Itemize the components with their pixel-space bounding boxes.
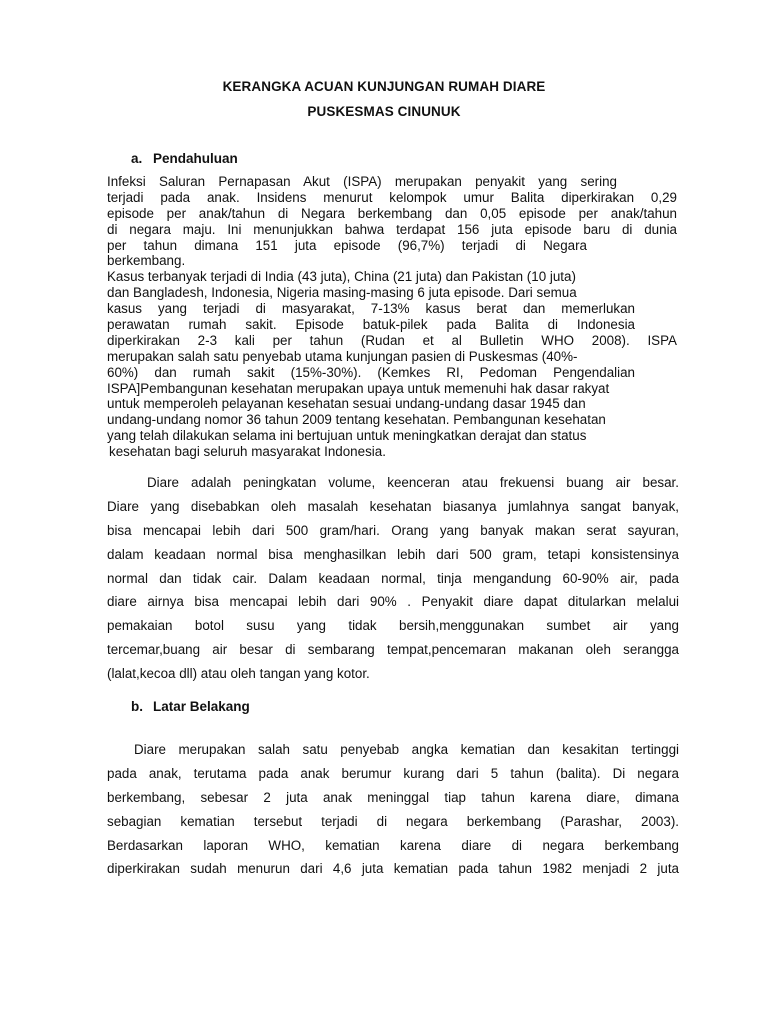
- section-b-marker: b.: [131, 699, 143, 714]
- paragraph-line: kesehatan bagi seluruh masyarakat Indonesia.: [109, 444, 386, 460]
- paragraph-line: (lalat,kecoa dll) atau oleh tangan yang kotor.: [107, 666, 370, 682]
- paragraph-line: berkembang.: [107, 253, 186, 269]
- paragraph-line: Kasus terbanyak terjadi di India (43 juta), China (21 juta) dan Pakistan (10 juta): [107, 269, 576, 285]
- section-b-heading: [131, 699, 250, 714]
- paragraph-line: diperkirakan 2-3 kali per tahun (Rudan et al Bulletin WHO 2008). ISPA: [107, 332, 677, 348]
- section-a-paragraph-1: [107, 174, 677, 460]
- paragraph-line: sebagian kematian tersebut terjadi di negara berkembang (Parashar, 2003).: [107, 813, 679, 829]
- paragraph-line: merupakan salah satu penyebab utama kunjungan pasien di Puskesmas (40%-: [107, 348, 578, 364]
- section-a-paragraph-2: [107, 471, 679, 686]
- paragraph-line: di negara maju. Ini menunjukkan bahwa terdapat 156 juta episode baru di dunia: [107, 221, 677, 237]
- paragraph-line: berkembang, sebesar 2 juta anak meninggal tiap tahun karena diare, dimana: [107, 789, 679, 805]
- paragraph-line: undang-undang nomor 36 tahun 2009 tentang kesehatan. Pembangunan kesehatan: [107, 412, 606, 428]
- paragraph-line: Diare merupakan salah satu penyebab angka kematian dan kesakitan tertinggi: [134, 742, 679, 757]
- document-title: KERANGKA ACUAN KUNJUNGAN RUMAH DIARE: [222, 79, 546, 94]
- paragraph-line: Berdasarkan laporan WHO, kematian karena diare di negara berkembang: [107, 837, 679, 853]
- document-subtitle: PUSKESMAS CINUNUK: [307, 104, 461, 119]
- paragraph-line: 60%) dan rumah sakit (15%-30%). (Kemkes RI, Pedoman Pengendalian: [107, 364, 635, 380]
- paragraph-line: kasus yang terjadi di masyarakat, 7-13% kasus berat dan memerlukan: [107, 301, 635, 317]
- paragraph-line: yang telah dilakukan selama ini bertujuan untuk meningkatkan derajat dan status: [107, 428, 587, 444]
- section-a-title: Pendahuluan: [153, 151, 238, 166]
- section-a-heading: [131, 151, 238, 166]
- paragraph-line: tercemar,buang air besar di sembarang tempat,pencemaran makanan oleh serangga: [107, 642, 679, 658]
- paragraph-line: episode per anak/tahun di Negara berkembang dan 0,05 episode per anak/tahun: [107, 205, 677, 221]
- paragraph-line: pada anak, terutama pada anak berumur kurang dari 5 tahun (balita). Di negara: [107, 765, 679, 781]
- paragraph-line: normal dan tidak cair. Dalam keadaan normal, tinja mengandung 60-90% air, pada: [107, 570, 679, 586]
- paragraph-line: Diare yang disebabkan oleh masalah kesehatan biasanya jumlahnya sangat banyak,: [107, 498, 679, 514]
- section-b-title: Latar Belakang: [153, 699, 250, 714]
- paragraph-line: ISPA]Pembangunan kesehatan merupakan upaya untuk memenuhi hak dasar rakyat: [107, 380, 610, 396]
- paragraph-line: untuk memperoleh pelayanan kesehatan sesuai undang-undang dasar 1945 dan: [107, 396, 586, 412]
- paragraph-line: per tahun dimana 151 juta episode (96,7%) terjadi di Negara: [107, 237, 587, 253]
- paragraph-line: bisa mencapai lebih dari 500 gram/hari. Orang yang banyak makan serat sayuran,: [107, 522, 679, 538]
- paragraph-line: pemakaian botol susu yang tidak bersih,menggunakan sumbet air yang: [107, 618, 679, 634]
- paragraph-line: dan Bangladesh, Indonesia, Nigeria masing-masing 6 juta episode. Dari semua: [107, 285, 577, 301]
- paragraph-line: diare airnya bisa mencapai lebih dari 90% . Penyakit diare dapat ditularkan melalui: [107, 594, 679, 610]
- paragraph-line: Infeksi Saluran Pernapasan Akut (ISPA) merupakan penyakit yang sering: [107, 174, 617, 189]
- paragraph-line: perawatan rumah sakit. Episode batuk-pilek pada Balita di Indonesia: [107, 317, 635, 333]
- paragraph-line: diperkirakan sudah menurun dari 4,6 juta kematian pada tahun 1982 menjadi 2 juta: [107, 861, 679, 877]
- paragraph-line: Diare adalah peningkatan volume, keenceran atau frekuensi buang air besar.: [147, 475, 679, 490]
- section-a-marker: a.: [131, 151, 143, 166]
- paragraph-line: terjadi pada anak. Insidens menurut kelompok umur Balita diperkirakan 0,29: [107, 189, 677, 205]
- paragraph-line: dalam keadaan normal bisa menghasilkan lebih dari 500 gram, tetapi konsistensinya: [107, 546, 679, 562]
- section-b-paragraph-1: [107, 738, 679, 881]
